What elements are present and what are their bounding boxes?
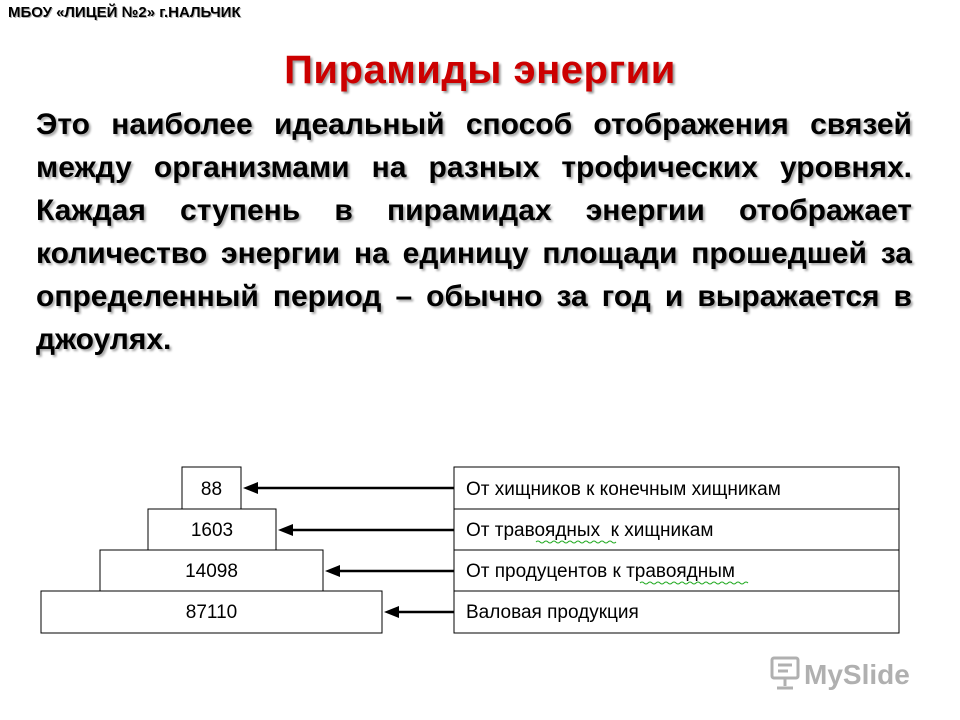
arrow-4 [384,606,454,618]
pyramid-value-1: 88 [200,479,223,500]
pyramid-value-4: 87110 [185,602,238,623]
arrow-2 [278,524,454,536]
label-text-3: От продуцентов к травоядным [466,561,735,582]
pyramid-value-2: 1603 [190,520,234,541]
arrow-3 [325,565,454,577]
body-paragraph: Это наиболее идеальный способ отображения связей между организмами на разных трофических уровнях. Каждая ступень в пирамидах энергии отображает количество энергии на единицу площади прошедшей за определенный период – обычно за год и выражается в джоулях. [36,108,912,356]
label-text-1: От хищников к конечным хищникам [466,479,781,500]
arrow-1 [243,482,454,494]
watermark-logo [768,650,938,700]
school-name: МБОУ «ЛИЦЕЙ №2» г.НАЛЬЧИК [8,4,241,21]
label-text-2: От травоядных к хищникам [466,520,714,541]
page-title: Пирамиды энергии [284,48,676,92]
watermark-text: MySlide [804,659,910,690]
pyramid-value-3: 14098 [185,561,238,582]
label-text-4: Валовая продукция [466,602,639,623]
presentation-screen-icon [772,658,798,688]
